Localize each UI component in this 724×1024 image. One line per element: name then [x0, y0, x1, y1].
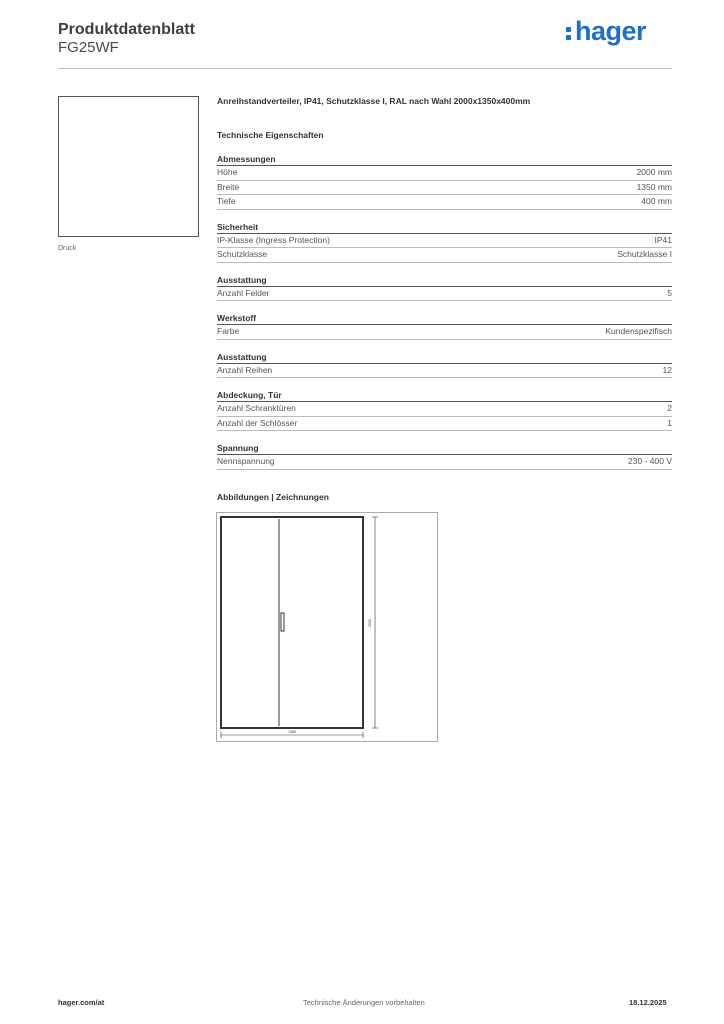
property-row: [217, 234, 672, 249]
property-value: 1350 mm: [636, 181, 672, 192]
property-value: 2000 mm: [636, 167, 672, 177]
property-group-abmessungen: [217, 154, 672, 210]
footer-website: hager.com/at: [58, 998, 105, 1007]
property-label: Anzahl Reihen: [217, 364, 273, 375]
property-value: Schutzklasse I: [617, 249, 672, 259]
drawings-heading: Abbildungen | Zeichnungen: [217, 491, 329, 502]
property-group-werkstoff: [217, 313, 672, 340]
footer-date: 18.12.2025: [629, 998, 667, 1007]
technical-properties-heading: Technische Eigenschaften: [217, 130, 324, 140]
property-value: 12: [662, 364, 672, 375]
property-row: [217, 287, 672, 302]
property-label: Anzahl Felder: [217, 287, 270, 298]
property-group-ausstattung-reihen: [217, 352, 672, 379]
property-row: [217, 402, 672, 417]
width-dimension-label: 1350: [288, 730, 296, 734]
group-title: Abdeckung, Tür: [217, 390, 672, 402]
cabinet-drawing: [217, 513, 439, 743]
property-value: IP41: [654, 234, 672, 245]
height-dimension-label: 2000: [368, 619, 372, 627]
property-group-sicherheit: [217, 222, 672, 263]
property-row: [217, 195, 672, 210]
property-label: IP-Klasse (Ingress Protection): [217, 234, 330, 245]
property-row: [217, 455, 672, 470]
property-group-abdeckung-tuer: [217, 390, 672, 431]
property-row: [217, 166, 672, 181]
property-group-ausstattung: [217, 275, 672, 302]
property-value: 1: [667, 417, 672, 428]
hager-logo: [566, 16, 646, 47]
product-details: [217, 96, 672, 504]
product-code: FG25WF: [58, 39, 119, 56]
product-image-placeholder: [58, 96, 199, 237]
group-title: Spannung: [217, 443, 672, 455]
product-description: Anreihstandverteiler, IP41, Schutzklasse I, RAL nach Wahl 2000x1350x400mm: [217, 96, 531, 106]
property-label: Farbe: [217, 326, 240, 336]
property-label: Schutzklasse: [217, 249, 268, 259]
property-label: Tiefe: [217, 196, 236, 206]
property-value: Kundenspezifisch: [605, 326, 672, 336]
property-label: Anzahl der Schlösser: [217, 417, 298, 428]
group-title: Ausstattung: [217, 275, 672, 287]
property-label: Nennspannung: [217, 456, 275, 466]
door-handle: [281, 613, 284, 631]
group-title: Sicherheit: [217, 222, 672, 234]
group-title: Ausstattung: [217, 352, 672, 364]
property-row: [217, 325, 672, 340]
property-value: 230 - 400 V: [628, 456, 672, 466]
image-caption: Druck: [58, 245, 77, 252]
property-value: 5: [667, 287, 672, 298]
cabinet-outline: [221, 517, 363, 728]
property-group-spannung: [217, 443, 672, 470]
page-title: Produktdatenblatt: [58, 21, 195, 38]
property-label: Anzahl Schranktüren: [217, 403, 296, 413]
group-title: Abmessungen: [217, 154, 672, 166]
property-row: [217, 181, 672, 196]
logo-dots-icon: [566, 24, 572, 42]
group-title: Werkstoff: [217, 313, 672, 325]
logo-text: hager: [575, 16, 647, 46]
property-value: 400 mm: [641, 196, 672, 206]
property-row: [217, 248, 672, 263]
property-label: Breite: [217, 181, 240, 192]
header-divider: [58, 68, 672, 69]
footer-notice: Technische Änderungen vorbehalten: [303, 998, 425, 1007]
property-value: 2: [667, 403, 672, 413]
property-row: [217, 417, 672, 432]
property-label: Höhe: [217, 167, 238, 177]
property-row: [217, 364, 672, 379]
technical-drawing: [216, 512, 438, 742]
